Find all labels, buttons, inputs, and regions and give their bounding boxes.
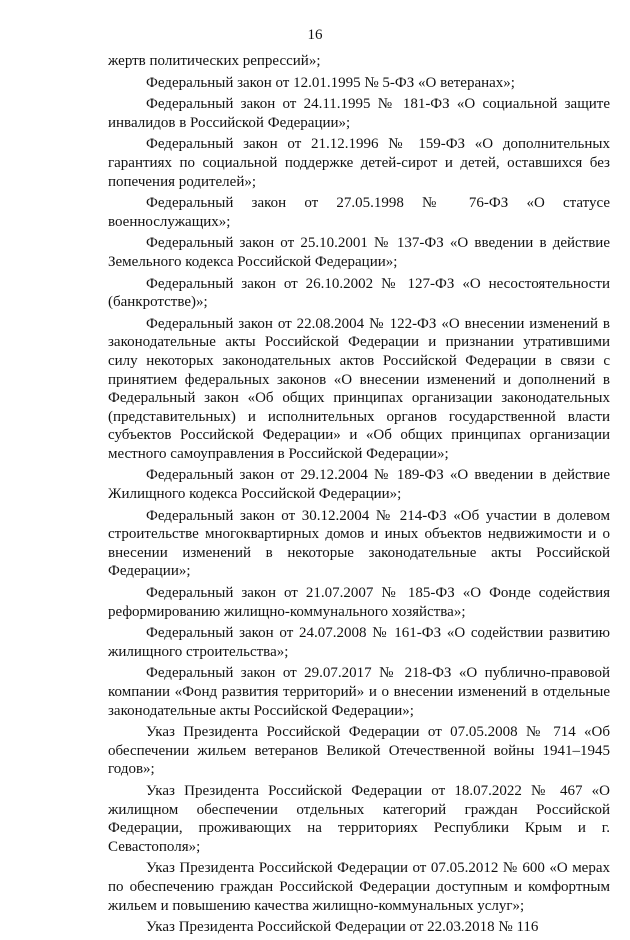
paragraph: Федеральный закон от 30.12.2004 № 214-ФЗ «Об участии в долевом строительстве многоквартирных домов и иных объектов недвижимости и о внесении изменений в некоторые законодательные акты Российской Федерации»;: [108, 507, 610, 580]
paragraph: Федеральный закон от 21.07.2007 № 185-ФЗ «О Фонде содействия реформированию жилищно-коммунального хозяйства»;: [108, 585, 610, 620]
paragraph: Федеральный закон от 22.08.2004 № 122-ФЗ «О внесении изменений в законодательные акты Российской Федерации и признании утратившими силу некоторых законодательных актов Российской Федерации в связи с принятием федеральных законов «О внесении изменений и дополнений в Федеральный закон «Об общих принципах организации законодательных (представительных) и исполнительных органов государственной власти субъектов Российской Федерации» и «Об общих принципах организации местного самоуправления в Российской Федерации»;: [108, 315, 610, 462]
paragraph: Федеральный закон от 21.12.1996 № 159-ФЗ «О дополнительных гарантиях по социальной поддержке детей-сирот и детей, оставшихся без попечения родителей»;: [108, 136, 610, 190]
document-body: [108, 52, 610, 940]
paragraph: Федеральный закон от 24.11.1995 № 181-ФЗ «О социальной защите инвалидов в Российской Федерации»;: [108, 96, 610, 131]
paragraph: Федеральный закон от 29.12.2004 № 189-ФЗ «О введении в действие Жилищного кодекса Российской Федерации»;: [108, 467, 610, 503]
paragraph: Федеральный закон от 26.10.2002 № 127-ФЗ «О несостоятельности (банкротстве)»;: [108, 275, 610, 311]
paragraph: Федеральный закон от 29.07.2017 № 218-ФЗ «О публично-правовой компании «Фонд развития территорий» и о внесении изменений в отдельные законодательные акты Российской Федерации»;: [108, 665, 610, 719]
page-number: 16: [307, 27, 323, 43]
paragraph: Федеральный закон от 12.01.1995 № 5-ФЗ «О ветеранах»;: [146, 74, 515, 91]
paragraph: Указ Президента Российской Федерации от 07.05.2012 № 600 «О мерах по обеспечению граждан Российской Федерации доступным и комфортным жильем и повышению качества жилищно-коммунальных услуг»;: [108, 860, 610, 914]
paragraph: Указ Президента Российской Федерации от 22.03.2018 № 116: [146, 919, 539, 936]
paragraph: Федеральный закон от 27.05.1998 № 76-ФЗ «О статусе военнослужащих»;: [108, 195, 610, 230]
paragraph: Федеральный закон от 24.07.2008 № 161-ФЗ «О содействии развитию жилищного строительства»;: [108, 625, 610, 660]
paragraph: жертв политических репрессий»;: [108, 53, 321, 69]
paragraph: Федеральный закон от 25.10.2001 № 137-ФЗ «О введении в действие Земельного кодекса Российской Федерации»;: [108, 235, 610, 270]
paragraph: Указ Президента Российской Федерации от 18.07.2022 № 467 «О жилищном обеспечении отдельных категорий граждан Российской Федерации, проживающих на территориях Республики Крым и г. Севастополя»;: [108, 782, 610, 855]
paragraph: Указ Президента Российской Федерации от 07.05.2008 № 714 «Об обеспечении жильем ветеранов Великой Отечественной войны 1941–1945 годов»;: [108, 724, 610, 778]
